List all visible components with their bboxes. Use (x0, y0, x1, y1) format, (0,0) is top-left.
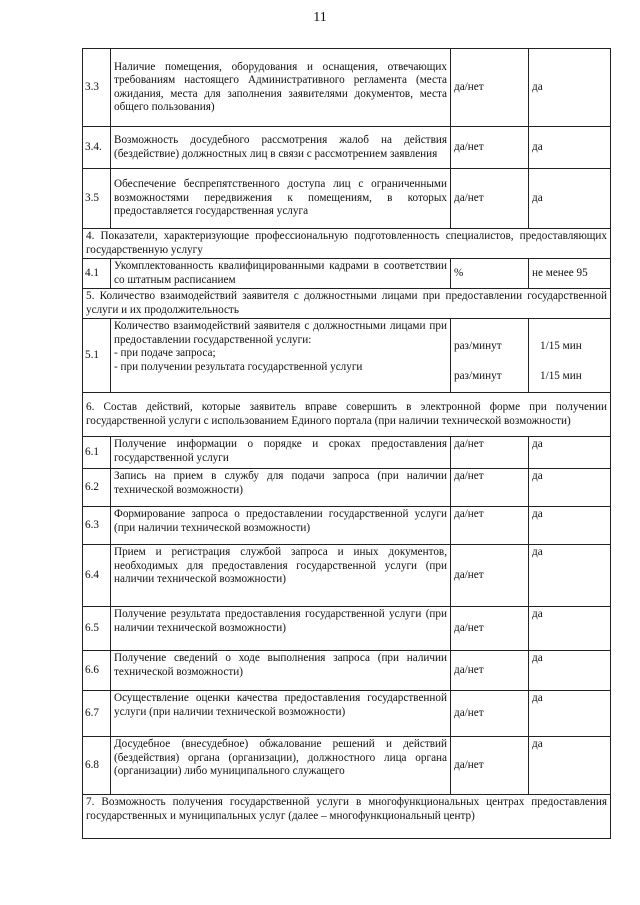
row-norm: да (529, 607, 611, 651)
section-header-row (83, 229, 611, 259)
row-norm: да (529, 169, 611, 229)
row-norm: да (529, 691, 611, 737)
row-unit: да/нет (451, 607, 529, 651)
row-unit: да/нет (451, 737, 529, 795)
row-number: 6.2 (83, 469, 111, 507)
table-row (83, 691, 611, 737)
section-7-title: 7. Возможность получения государственной услуги в многофункциональных центрах предоставления государственных и муниципальных услуг (далее – многофункциональный центр) (83, 795, 611, 839)
row-unit: да/нет (451, 545, 529, 607)
row-number: 3.4. (83, 127, 111, 169)
row-number: 6.4 (83, 545, 111, 607)
row-51-norm-1: 1/15 мин (540, 340, 582, 352)
row-norm: да (529, 437, 611, 469)
table-row (83, 169, 611, 229)
row-description: Обеспечение беспрепятственного доступа лиц с ограниченными возможностями передвижения к помещениям, в которых предоставляется государственная услуга (111, 169, 451, 229)
table-row (83, 319, 611, 393)
row-unit: да/нет (451, 651, 529, 691)
table-row (83, 469, 611, 507)
table-row (83, 651, 611, 691)
row-number: 6.1 (83, 437, 111, 469)
row-number: 5.1 (83, 319, 111, 393)
row-description: Получение сведений о ходе выполнения запроса (при наличии технической возможности) (111, 651, 451, 691)
row-51-line: - при подаче запроса; (114, 347, 216, 359)
row-norm: да (529, 737, 611, 795)
table-row (83, 259, 611, 289)
row-norm: да (529, 127, 611, 169)
row-51-line: - при получении результата государственной услуги (114, 360, 363, 373)
row-description (111, 319, 451, 393)
indicators-table (82, 48, 611, 839)
row-number: 6.7 (83, 691, 111, 737)
row-51-unit-1: раз/минут (454, 340, 502, 352)
row-unit: да/нет (451, 127, 529, 169)
row-description: Досудебное (внесудебное) обжалование решений и действий (бездействия) органа (организации), должностного лица органа (организации) либо муниципального служащего (111, 737, 451, 795)
row-unit: да/нет (451, 469, 529, 507)
row-norm: да (529, 49, 611, 127)
section-4-title: 4. Показатели, характеризующие профессиональную подготовленность специалистов, предоставляющих государственную услугу (83, 229, 611, 259)
row-number: 6.8 (83, 737, 111, 795)
section-6-title: 6. Состав действий, которые заявитель вправе совершить в электронной форме при получении государственной услуги с использованием Единого портала (при наличии технической возможности) (83, 393, 611, 437)
row-description: Укомплектованность квалифицированными кадрами в соответствии со штатным расписанием (111, 259, 451, 289)
row-norm: не менее 95 (529, 259, 611, 289)
section-5-title: 5. Количество взаимодействий заявителя с должностными лицами при предоставлении государственной услуги и их продолжительность (83, 289, 611, 319)
table-row (83, 545, 611, 607)
row-number: 6.3 (83, 507, 111, 545)
row-unit: да/нет (451, 691, 529, 737)
row-description: Запись на прием в службу для подачи запроса (при наличии технической возможности) (111, 469, 451, 507)
row-51-norm-2: 1/15 мин (540, 369, 582, 382)
row-description: Наличие помещения, оборудования и оснащения, отвечающих требованиям настоящего Административного регламента (места ожидания, места для заполнения заявителями документов, места общего пользования) (111, 49, 451, 127)
table-row (83, 437, 611, 469)
page-number: 11 (313, 10, 327, 25)
row-description: Формирование запроса о предоставлении государственной услуги (при наличии технической возможности) (111, 507, 451, 545)
row-unit: да/нет (451, 507, 529, 545)
row-51-line: Количество взаимодействий заявителя с должностными лицами при предоставлении государственной услуги: (114, 320, 447, 346)
row-51-unit-2: раз/минут (454, 369, 502, 382)
row-unit: да/нет (451, 49, 529, 127)
section-header-row (83, 289, 611, 319)
row-description: Получение информации о порядке и сроках предоставления государственной услуги (111, 437, 451, 469)
table-row (83, 737, 611, 795)
row-norm: да (529, 507, 611, 545)
row-description: Осуществление оценки качества предоставления государственной услуги (при наличии технической возможности) (111, 691, 451, 737)
section-header-row (83, 393, 611, 437)
row-norm: да (529, 545, 611, 607)
table-row (83, 607, 611, 651)
row-norm (529, 319, 611, 393)
row-number: 4.1 (83, 259, 111, 289)
row-description: Возможность досудебного рассмотрения жалоб на действия (бездействие) должностных лиц в связи с рассмотрением заявления (111, 127, 451, 169)
table-row (83, 49, 611, 127)
row-unit: да/нет (451, 437, 529, 469)
row-unit: да/нет (451, 169, 529, 229)
row-description: Получение результата предоставления государственной услуги (при наличии технической возможности) (111, 607, 451, 651)
row-norm: да (529, 651, 611, 691)
row-norm: да (529, 469, 611, 507)
row-description: Прием и регистрация службой запроса и иных документов, необходимых для предоставления государственной услуги (при наличии технической возможности) (111, 545, 451, 607)
row-number: 6.5 (83, 607, 111, 651)
section-header-row (83, 795, 611, 839)
table-row (83, 507, 611, 545)
row-number: 3.5 (83, 169, 111, 229)
table-row (83, 127, 611, 169)
row-unit (451, 319, 529, 393)
row-unit: % (451, 259, 529, 289)
row-number: 3.3 (83, 49, 111, 127)
row-number: 6.6 (83, 651, 111, 691)
